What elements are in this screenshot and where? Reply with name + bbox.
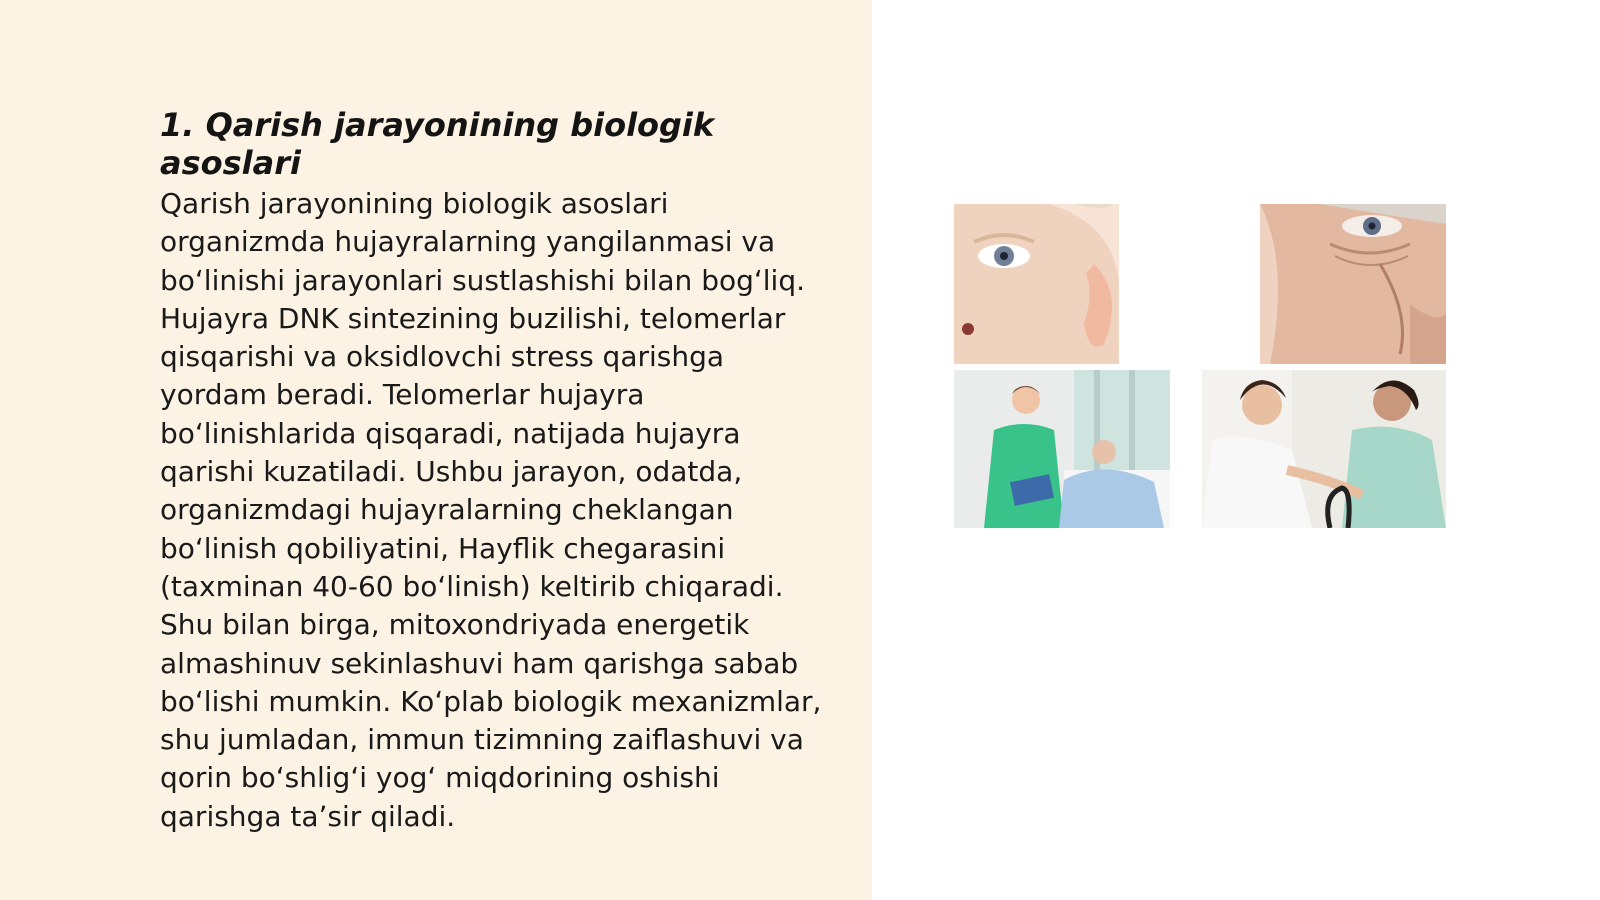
nurse-patient-photo [954, 370, 1170, 528]
slide-body-text: Qarish jarayonining biologik asoslari organizmda hujayralarning yangilanmasi va boʻlinishi jarayonlari sustlashishi bilan bogʻliq. Hujayra DNK sintezining buzilishi, telomerlar qisqarishi va oksidlovchi stress qarishga yordam beradi. Telomerlar hujayra boʻlinishlarida qisqaradi, natijada hujayra qarishi kuzatiladi. Ushbu jarayon, odatda, organizmdagi hujayralarning cheklangan boʻlinish qobiliyatini, Hayflik chegarasini (taxminan 40-60 boʻlinish) keltirib chiqaradi. Shu bilan birga, mitoxondriyada energetik almashinuv sekinlashuvi ham qarishga sabab boʻlishi mumkin. Koʻplab biologik mexanizmlar, shu jumladan, immun tizimning zaiflashuvi va qorin boʻshligʻi yogʻ miqdorining oshishi qarishga taʼsir qiladi. [160, 187, 822, 833]
elderly-face-photo [1260, 204, 1446, 364]
young-face-photo [954, 204, 1119, 364]
caregiver-elderly-photo [1202, 370, 1446, 528]
slide-title: 1. Qarish jarayonining biologik asoslari [160, 106, 715, 182]
photo-collage [954, 204, 1446, 528]
